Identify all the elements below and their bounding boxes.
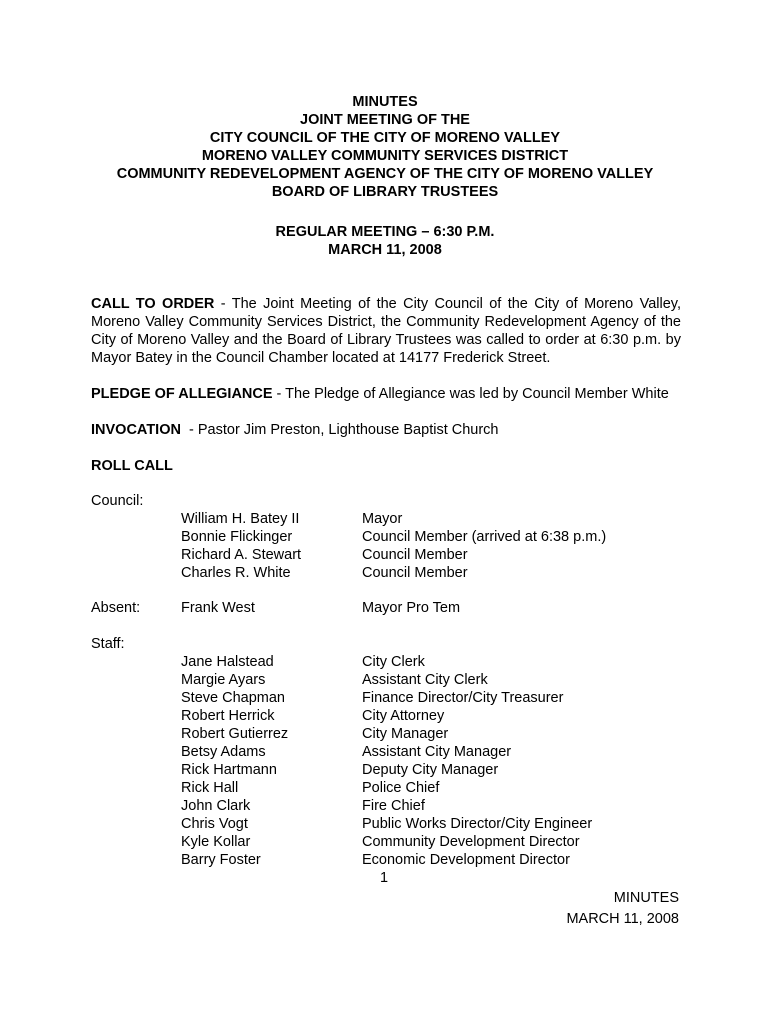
staff-name: Robert Herrick — [181, 708, 275, 724]
meeting-date: MARCH 11, 2008 — [328, 242, 442, 258]
staff-title: Deputy City Manager — [362, 762, 499, 778]
pledge-paragraph — [91, 385, 681, 403]
roll-call-heading: ROLL CALL — [91, 458, 173, 474]
member-title: Council Member — [362, 547, 468, 563]
pledge-label: PLEDGE OF ALLEGIANCE — [91, 386, 273, 402]
staff-title: City Manager — [362, 726, 449, 742]
council-roster — [181, 510, 681, 582]
roster-row — [181, 564, 681, 582]
roster-row — [181, 833, 681, 851]
staff-title: Assistant City Clerk — [362, 672, 488, 688]
roster-row — [181, 707, 681, 725]
header-line-6: BOARD OF LIBRARY TRUSTEES — [271, 184, 499, 200]
staff-name: Margie Ayars — [181, 672, 266, 688]
absent-label: Absent: — [91, 600, 141, 616]
staff-name: Barry Foster — [181, 852, 261, 868]
roster-row — [181, 546, 681, 564]
roster-row — [181, 528, 681, 546]
roster-row — [181, 779, 681, 797]
roster-row — [181, 851, 681, 869]
roster-row — [181, 725, 681, 743]
invocation-paragraph — [91, 421, 681, 439]
roster-row — [181, 510, 681, 528]
staff-name: Steve Chapman — [181, 690, 285, 706]
staff-title: Public Works Director/City Engineer — [362, 816, 593, 832]
staff-title: Assistant City Manager — [362, 744, 512, 760]
call-to-order-label: CALL TO ORDER — [91, 296, 215, 312]
staff-title: Finance Director/City Treasurer — [362, 690, 564, 706]
member-title: Council Member (arrived at 6:38 p.m.) — [362, 529, 607, 545]
member-title: Mayor — [362, 511, 403, 527]
staff-name: Robert Gutierrez — [181, 726, 289, 742]
roster-row — [181, 815, 681, 833]
header-line-2: JOINT MEETING OF THE — [300, 112, 470, 128]
roster-row — [181, 743, 681, 761]
roster-row — [181, 599, 681, 617]
member-name: Charles R. White — [181, 565, 291, 581]
council-label: Council: — [91, 493, 144, 509]
running-title: MINUTES — [613, 890, 679, 906]
staff-name: Kyle Kollar — [181, 834, 251, 850]
header-line-3: CITY COUNCIL OF THE CITY OF MORENO VALLEY — [209, 130, 561, 146]
header-line-5: COMMUNITY REDEVELOPMENT AGENCY OF THE CITY OF MORENO VALLEY — [116, 166, 654, 182]
meeting-info — [0, 223, 770, 259]
member-name: Bonnie Flickinger — [181, 529, 293, 545]
running-date: MARCH 11, 2008 — [566, 911, 679, 927]
running-header — [566, 889, 679, 931]
roster-row — [181, 671, 681, 689]
member-name: Frank West — [181, 600, 255, 616]
roster-row — [181, 653, 681, 671]
staff-name: Betsy Adams — [181, 744, 266, 760]
member-name: Richard A. Stewart — [181, 547, 302, 563]
staff-title: Police Chief — [362, 780, 440, 796]
staff-name: Rick Hartmann — [181, 762, 277, 778]
member-title: Council Member — [362, 565, 468, 581]
member-title: Mayor Pro Tem — [362, 600, 461, 616]
staff-title: Fire Chief — [362, 798, 425, 814]
staff-name: Rick Hall — [181, 780, 239, 796]
staff-name: John Clark — [181, 798, 251, 814]
call-to-order-paragraph — [91, 295, 681, 367]
absent-roster — [181, 599, 681, 617]
meeting-type: REGULAR MEETING – 6:30 P.M. — [275, 224, 495, 240]
invocation-label: INVOCATION — [91, 422, 181, 438]
staff-label: Staff: — [91, 636, 125, 652]
staff-title: Economic Development Director — [362, 852, 570, 868]
roster-row — [181, 797, 681, 815]
pledge-text: - The Pledge of Allegiance was led by Council Member White — [272, 386, 669, 402]
staff-name: Chris Vogt — [181, 816, 248, 832]
staff-title: City Clerk — [362, 654, 425, 670]
header-line-1: MINUTES — [352, 94, 418, 110]
invocation-text: - Pastor Jim Preston, Lighthouse Baptist Church — [180, 422, 499, 438]
staff-title: City Attorney — [362, 708, 445, 724]
document-header — [0, 93, 770, 201]
roster-row — [181, 761, 681, 779]
staff-roster — [181, 653, 681, 869]
page-number: 1 — [379, 870, 389, 886]
staff-title: Community Development Director — [362, 834, 580, 850]
staff-name: Jane Halstead — [181, 654, 274, 670]
member-name: William H. Batey II — [181, 511, 300, 527]
roster-row — [181, 689, 681, 707]
header-line-4: MORENO VALLEY COMMUNITY SERVICES DISTRICT — [201, 148, 569, 164]
call-to-order-text: - The Joint Meeting of the City Council of the City of Moreno Valley, Moreno Valley Community Services District, the Community Redevelopment Agency of the City of Moreno Valley and the Board of Library Trustees was called to order at 6:30 p.m. by Mayor Batey in the Council Chamber located at 14177 Frederick Street. — [91, 296, 681, 366]
